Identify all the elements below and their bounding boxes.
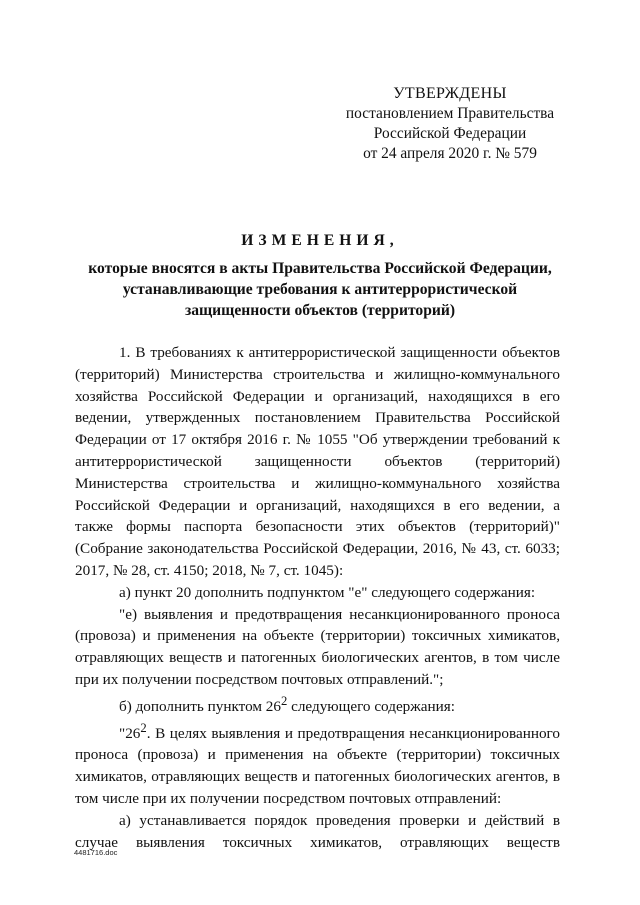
paragraph-1: 1. В требованиях к антитеррористической защищенности объектов (территорий) Министерства строительства и жилищно-коммунального хозяйства Российской Федерации и организаций, находящихся в его ведении, утвержденных постановлением Правительства Российской Федерации от 17 октября 2016 г. № 1055 "Об утверждении требований к антитеррористической защищенности объектов (территорий) Министерства строительства и жилищно-коммунального хозяйства Российской Федерации и организаций, находящихся в его ведении, а также формы паспорта безопасности этих объектов (территорий)" (Собрание законодательства Российской Федерации, 2016, № 43, ст. 6033; 2017, № 28, ст. 4150; 2018, № 7, ст. 1045):	[75, 344, 560, 579]
paragraph-3: "е) выявления и предотвращения несанкционированного проноса (провоза) и применения на объекте (территории) токсичных химикатов, отравляющих веществ и патогенных биологических агентов, в том числе при их получении посредством почтовых отправлений.";	[75, 605, 560, 688]
paragraph-5	[75, 718, 560, 810]
document-body	[75, 342, 560, 853]
title-line-3: защищенности объектов (территорий)	[184, 302, 456, 319]
approval-line-3: от 24 апреля 2020 г. № 579	[363, 145, 537, 162]
approval-line-1: постановлением Правительства	[345, 105, 555, 122]
document-title	[80, 232, 560, 321]
title-line-1: которые вносятся в акты Правительства Российской Федерации,	[88, 260, 552, 277]
document-file-id: 4481716.doc	[74, 848, 118, 857]
approval-line-2: Российской Федерации	[373, 125, 527, 142]
paragraph-4-tail: следующего содержания:	[287, 697, 455, 715]
paragraph-2: а) пункт 20 дополнить подпунктом "е" следующего содержания:	[119, 583, 536, 601]
paragraph-4-superscript: 2	[280, 693, 288, 708]
paragraph-5-superscript: 2	[140, 720, 147, 735]
paragraph-4-text: б) дополнить пунктом 26	[119, 697, 281, 715]
title-line-2: устанавливающие требования к антитеррористической	[122, 281, 518, 298]
paragraph-5-text: . В целях выявления и предотвращения несанкционированного проноса (провоза) и применения на объекте (территории) токсичных химикатов, отравляющих веществ и патогенных биологических агентов, в том числе при их получении посредством почтовых отправлений:	[75, 724, 560, 808]
paragraph-6: а) устанавливается порядок проведения проверки и действий в случае выявления токсичных химикатов, отравляющих веществ	[75, 811, 560, 851]
title-heading: ИЗМЕНЕНИЯ,	[241, 232, 399, 249]
approval-stamp	[330, 84, 570, 164]
approval-title: УТВЕРЖДЕНЫ	[393, 85, 507, 102]
paragraph-5-number: "26	[119, 724, 141, 742]
paragraph-4	[75, 691, 560, 718]
